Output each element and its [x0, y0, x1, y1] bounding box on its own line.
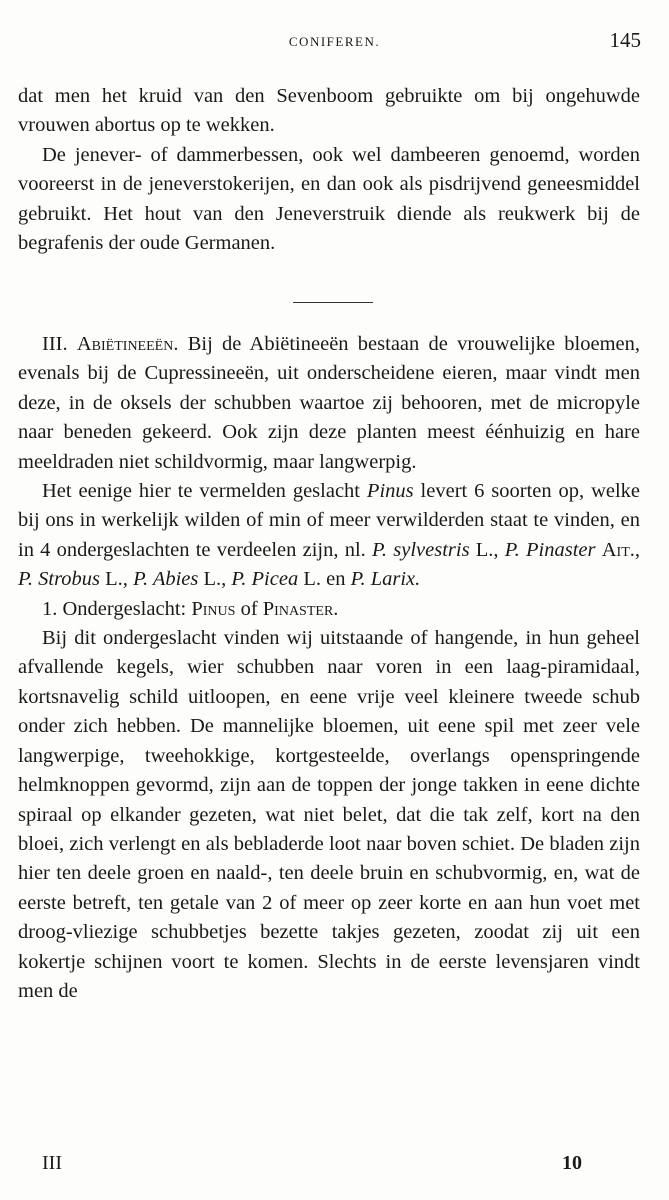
genus-text-2: levert 6 soorten op, welke bij ons in werkelijk wilden of min of meer verwilderden staat te vinden, en in 4 ondergeslachten te verdeelen zijn, nl.	[18, 480, 641, 561]
genus-paragraph	[18, 477, 640, 595]
species-pinaster: P. Pinaster	[504, 538, 596, 561]
page-number: 145	[609, 28, 641, 52]
subgenus-name-2: Pinaster.	[262, 597, 339, 620]
section-heading: Abiëtineeën.	[76, 333, 179, 355]
author-1: L.,	[475, 538, 499, 561]
section-iii-text: Bij de Abiëtineeën bestaan de vrouwelijke bloemen, evenals bij de Cupressineeën, uit onderscheidene eieren, maar vindt men deze, in de oksels der schubben waartoe zij behooren, met de micropyle naar beneden gekeerd. Ook zijn deze planten meest éénhuizig en hare meeldraden niet schildvormig, maar langwerpig.	[18, 333, 641, 473]
subgenus-of: of	[240, 597, 258, 620]
running-title: CONIFEREN.	[288, 34, 381, 49]
author-5: L.	[303, 568, 321, 591]
author-2: Ait.,	[601, 538, 641, 561]
subgenus-description: Bij dit ondergeslacht vinden wij uitstaande of hangende, in hun geheel afvallende kegels, wier schubben naar voren in een laag-piramidaal, kortsnavelig schild uitloopen, en eene vrije veel kleinere tweede schub onder zich hebben. De mannelijke bloemen, uit eene spil met zeer vele langwerpige, tweehokkige, kortgesteelde, overlangs openspringende helmknoppen gevormd, zijn aan de toppen der jonge takken in eene dichte spiraal op elkander gezeten, wat niet belet, dat die tak zelf, kort na den bloei, zich verlengt en als bebladerde loot naar boven schiet. De bladen zijn hier ten deele groen en naald-, ten deele bruin en schubvormig, en, wat de eerste betreft, ten getale van 2 of meer op zeer korte en aan hun voet met droog-vliezige schubbetjes bezette takjes gezeten, zoodat zij uit een kokertje schijnen voort te komen. Slechts in de eerste levensjaren vindt men de	[18, 627, 640, 1002]
subgenus-heading	[18, 595, 640, 624]
species-picea: P. Picea	[231, 568, 299, 591]
species-larix: P. Larix.	[350, 568, 421, 591]
section-iii-paragraph	[18, 330, 640, 477]
signature-mark-right: 10	[562, 1152, 582, 1174]
subgenus-name-1: Pinus	[191, 597, 236, 620]
abietineae-section	[18, 330, 640, 1006]
continued-paragraph: dat men het kruid van den Sevenboom gebruikte om bij ongehuwde vrouwen abortus op te wekken.	[18, 85, 640, 137]
genus-name: Pinus	[366, 480, 414, 503]
species-strobus: P. Strobus	[18, 568, 101, 591]
section-numeral: III.	[42, 333, 68, 355]
species-abies: P. Abies	[133, 568, 199, 591]
author-4: L.,	[203, 568, 227, 591]
author-3: L.,	[105, 568, 128, 591]
conjunction: en	[326, 568, 346, 591]
species-sylvestris: P. sylvestris	[372, 538, 470, 561]
continued-text-block	[18, 82, 640, 258]
section-divider	[293, 302, 373, 303]
signature-mark-left: III	[42, 1152, 62, 1174]
juniper-paragraph: De jenever- of dammerbessen, ook wel dambeeren genoemd, worden vooreerst in de jeneverstokerijen, en dan ook als pisdrijvend geneesmiddel gebruikt. Het hout van den Jeneverstruik diende als reukwerk bij de begrafenis der oude Germanen.	[18, 143, 640, 255]
subgenus-label: Ondergeslacht:	[62, 597, 187, 620]
genus-text-1: Het eenige hier te vermelden geslacht	[42, 480, 360, 503]
subgenus-number: 1.	[42, 597, 58, 620]
